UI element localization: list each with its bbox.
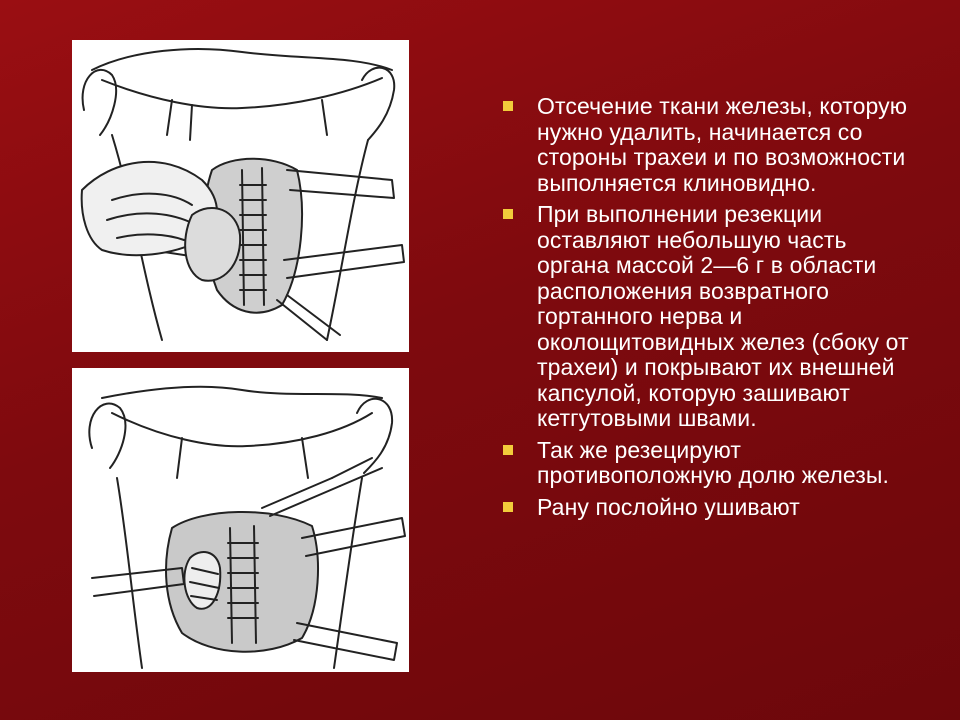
surgical-illustration-suture-icon bbox=[72, 368, 409, 672]
bullet-text: Так же резецируют противоположную долю железы. bbox=[537, 436, 889, 488]
bullet-item bbox=[503, 438, 923, 489]
bullet-item bbox=[503, 94, 923, 196]
bullet-text: При выполнении резекции оставляют небольшую часть органа массой 2—6 г в области расположения возвратного гортанного нерва и околощитовидных желез (сбоку от трахеи) и покрывают их внешней капсулой, которую зашивают кетгутовыми швами. bbox=[537, 201, 909, 431]
square-bullet-icon bbox=[503, 445, 513, 455]
surgery-illustration-top bbox=[72, 40, 409, 352]
bullet-text: Рану послойно ушивают bbox=[537, 493, 800, 520]
bullet-item bbox=[503, 495, 923, 521]
surgery-illustration-bottom bbox=[72, 368, 409, 672]
surgical-illustration-resection-icon bbox=[72, 40, 409, 352]
bullet-text: Отсечение ткани железы, которую нужно удалить, начинается со стороны трахеи и по возможности выполняется клиновидно. bbox=[537, 93, 908, 196]
square-bullet-icon bbox=[503, 502, 513, 512]
square-bullet-icon bbox=[503, 209, 513, 219]
bullet-item bbox=[503, 202, 923, 432]
square-bullet-icon bbox=[503, 101, 513, 111]
bullet-list bbox=[503, 94, 923, 526]
